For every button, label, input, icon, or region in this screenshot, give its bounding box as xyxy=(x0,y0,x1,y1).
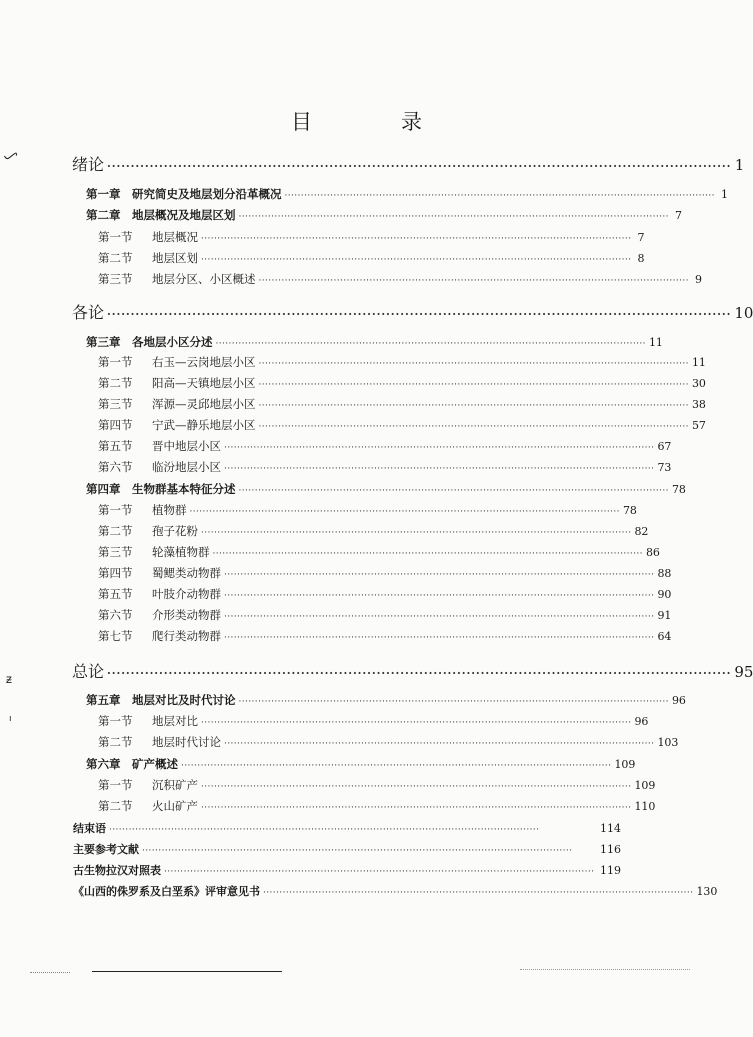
leader-dots: ···································································································································· xyxy=(258,401,689,411)
section-number: 第三节 xyxy=(98,545,133,559)
section-number: 第二节 xyxy=(98,735,133,749)
toc-section-row[interactable] xyxy=(98,396,706,416)
toc-section-row[interactable] xyxy=(98,523,649,543)
leader-dots: ···································································································································· xyxy=(201,255,632,265)
leader-dots: ···································································································································· xyxy=(258,276,689,286)
section-label: 宁武—静乐地层小区 xyxy=(152,418,256,432)
leader-dots: ···································································································································· xyxy=(107,160,732,173)
section-label: 爬行类动物群 xyxy=(152,629,221,643)
toc-section-row[interactable] xyxy=(98,502,637,522)
section-label: 介形类动物群 xyxy=(152,608,221,622)
page-number: 7 xyxy=(674,209,682,222)
chapter-label: 矿产概述 xyxy=(132,757,178,771)
page-number: 103 xyxy=(657,736,679,749)
section-label: 孢子花粉 xyxy=(152,524,198,538)
toc-section-row[interactable] xyxy=(98,777,656,797)
margin-mark-icon: ı xyxy=(9,714,12,724)
section-number: 第一节 xyxy=(98,230,133,244)
section-label: 沉积矿产 xyxy=(152,778,198,792)
toc-chapter-row[interactable] xyxy=(86,481,686,501)
part-label: 绪论 xyxy=(72,155,105,174)
page-number: 9 xyxy=(694,273,702,286)
leader-dots: ···································································································································· xyxy=(263,888,694,898)
page-number: 57 xyxy=(691,419,706,432)
leader-dots: ···································································································································· xyxy=(201,528,632,538)
page-title: 目 录 xyxy=(291,110,456,134)
section-number: 第一节 xyxy=(98,714,133,728)
part-label: 各论 xyxy=(72,303,105,322)
section-label: 蜀鳃类动物群 xyxy=(152,566,221,580)
page-number: 7 xyxy=(637,231,645,244)
page-number: 73 xyxy=(657,461,672,474)
toc-section-row[interactable] xyxy=(98,628,672,648)
page-number: 88 xyxy=(657,567,672,580)
leader-dots: ···································································································································· xyxy=(181,761,612,771)
toc-section-row[interactable] xyxy=(98,713,649,733)
chapter-label: 地层概况及地层区划 xyxy=(132,208,236,222)
toc-section-row[interactable] xyxy=(98,375,706,395)
chapter-label: 研究简史及地层划分沿革概况 xyxy=(132,187,282,201)
section-label: 地层概况 xyxy=(152,230,198,244)
page-number: 109 xyxy=(634,779,656,792)
page-number: 64 xyxy=(657,630,672,643)
section-label: 临汾地层小区 xyxy=(152,460,221,474)
leader-dots: ···································································································································· xyxy=(224,464,655,474)
page-number: 96 xyxy=(634,715,649,728)
page-number: 30 xyxy=(691,377,706,390)
leader-dots: ···································································································································· xyxy=(224,612,655,622)
chapter-label: 各地层小区分述 xyxy=(132,335,213,349)
leader-dots: ···································································································································· xyxy=(284,191,715,201)
leader-dots: ···································································································································· xyxy=(238,697,669,707)
section-label: 地层分区、小区概述 xyxy=(152,272,256,286)
toc-section-row[interactable] xyxy=(98,438,672,458)
page-number: 78 xyxy=(671,483,686,496)
footer-rule-faint xyxy=(520,969,690,970)
section-number: 第五节 xyxy=(98,439,133,453)
section-number: 第三节 xyxy=(98,272,133,286)
section-number: 第六节 xyxy=(98,608,133,622)
section-label: 轮藻植物群 xyxy=(152,545,210,559)
section-label: 植物群 xyxy=(152,503,187,517)
section-label: 火山矿产 xyxy=(152,799,198,813)
page-number: 1 xyxy=(720,188,728,201)
back-matter-label: 主要参考文献 xyxy=(73,843,139,856)
chapter-label: 地层对比及时代讨论 xyxy=(132,693,236,707)
leader-dots: ···································································································································· xyxy=(201,782,632,792)
section-number: 第二节 xyxy=(98,376,133,390)
section-label: 浑源—灵邱地层小区 xyxy=(152,397,256,411)
section-number: 第二节 xyxy=(98,251,133,265)
page-number: 114 xyxy=(600,822,621,835)
chapter-number: 第三章 xyxy=(86,335,121,349)
leader-dots: ···································································································································· xyxy=(238,212,669,222)
page-number: 67 xyxy=(657,440,672,453)
toc-section-row[interactable] xyxy=(98,271,702,291)
section-number: 第四节 xyxy=(98,418,133,432)
section-label: 地层时代讨论 xyxy=(152,735,221,749)
toc-section-row[interactable] xyxy=(98,798,656,818)
leader-dots: ···································································································································· xyxy=(258,359,689,369)
page-number: 78 xyxy=(622,504,637,517)
chapter-number: 第五章 xyxy=(86,693,121,707)
section-number: 第一节 xyxy=(98,503,133,517)
section-number: 第六节 xyxy=(98,460,133,474)
toc-part-row[interactable] xyxy=(72,659,753,685)
footer-rule xyxy=(92,971,282,972)
section-number: 第七节 xyxy=(98,629,133,643)
toc-chapter-row[interactable] xyxy=(86,692,686,712)
section-number: 第一节 xyxy=(98,355,133,369)
chapter-number: 第四章 xyxy=(86,482,121,496)
toc-back-row[interactable] xyxy=(73,820,621,840)
section-label: 右玉—云岗地层小区 xyxy=(152,355,256,369)
footer-rule-faint xyxy=(30,972,70,973)
section-number: 第三节 xyxy=(98,397,133,411)
page-number: 110 xyxy=(634,800,656,813)
page-number: 86 xyxy=(645,546,660,559)
leader-dots: ···································································································································· xyxy=(201,718,632,728)
toc-chapter-row[interactable] xyxy=(86,186,728,206)
leader-dots: ···································································································································· xyxy=(224,739,655,749)
leader-dots: ···································································································································· xyxy=(107,667,732,680)
toc-section-row[interactable] xyxy=(98,544,660,564)
page-number: 11 xyxy=(648,336,663,349)
leader-dots: ···································································································································· xyxy=(224,443,655,453)
page-number: 96 xyxy=(671,694,686,707)
section-number: 第一节 xyxy=(98,778,133,792)
toc-section-row[interactable] xyxy=(98,565,672,585)
section-number: 第二节 xyxy=(98,799,133,813)
leader-dots: ···································································································································· xyxy=(142,846,573,856)
page-number: 119 xyxy=(600,864,621,877)
leader-dots: ···································································································································· xyxy=(212,549,643,559)
page-number: 11 xyxy=(691,356,706,369)
leader-dots: ···································································································································· xyxy=(215,339,646,349)
toc-chapter-row[interactable] xyxy=(86,334,663,354)
leader-dots: ···································································································································· xyxy=(224,570,655,580)
toc-back-row[interactable] xyxy=(73,862,621,882)
back-matter-label: 古生物拉汉对照表 xyxy=(73,864,161,877)
toc-section-row[interactable] xyxy=(98,250,645,270)
section-label: 叶肢介动物群 xyxy=(152,587,221,601)
back-matter-label: 《山西的侏罗系及白垩系》评审意见书 xyxy=(73,885,260,898)
page-number: 1 xyxy=(734,156,745,174)
margin-mark-icon: ᵶ xyxy=(6,672,12,686)
page-number: 90 xyxy=(657,588,672,601)
section-number: 第四节 xyxy=(98,566,133,580)
leader-dots: ···································································································································· xyxy=(224,633,655,643)
toc-section-row[interactable] xyxy=(98,607,672,627)
page-number: 91 xyxy=(657,609,672,622)
chapter-number: 第六章 xyxy=(86,757,121,771)
toc-chapter-row[interactable] xyxy=(86,207,682,227)
page-number: 38 xyxy=(691,398,706,411)
page-number: 82 xyxy=(634,525,649,538)
part-label: 总论 xyxy=(72,662,105,681)
page-number: 109 xyxy=(614,758,636,771)
leader-dots: ···································································································································· xyxy=(201,234,632,244)
chapter-label: 生物群基本特征分述 xyxy=(132,482,236,496)
section-number: 第五节 xyxy=(98,587,133,601)
toc-section-row[interactable] xyxy=(98,417,706,437)
toc-back-row[interactable] xyxy=(73,841,621,861)
leader-dots: ···································································································································· xyxy=(107,308,732,321)
leader-dots: ···································································································································· xyxy=(164,867,595,877)
section-label: 地层区划 xyxy=(152,251,198,265)
page-number: 10 xyxy=(734,304,753,322)
section-label: 晋中地层小区 xyxy=(152,439,221,453)
section-label: 阳高—天镇地层小区 xyxy=(152,376,256,390)
back-matter-label: 结束语 xyxy=(73,822,106,835)
toc-section-row[interactable] xyxy=(98,459,672,479)
toc-back-row[interactable] xyxy=(73,883,718,903)
toc-section-row[interactable] xyxy=(98,734,679,754)
section-number: 第二节 xyxy=(98,524,133,538)
leader-dots: ···································································································································· xyxy=(238,486,669,496)
toc-section-row[interactable] xyxy=(98,354,706,374)
section-label: 地层对比 xyxy=(152,714,198,728)
leader-dots: ···································································································································· xyxy=(258,422,689,432)
chapter-number: 第二章 xyxy=(86,208,121,222)
toc-section-row[interactable] xyxy=(98,586,672,606)
leader-dots: ···································································································································· xyxy=(224,591,655,601)
margin-mark-icon: ⟆ xyxy=(2,150,20,162)
leader-dots: ···································································································································· xyxy=(201,803,632,813)
toc-section-row[interactable] xyxy=(98,229,645,249)
leader-dots: ···································································································································· xyxy=(258,380,689,390)
page-number: 95 xyxy=(734,663,753,681)
toc-chapter-row[interactable] xyxy=(86,756,636,776)
toc-part-row[interactable] xyxy=(72,300,753,326)
page-number: 130 xyxy=(696,885,718,898)
toc-part-row[interactable] xyxy=(72,152,745,178)
leader-dots: ···································································································································· xyxy=(189,507,620,517)
leader-dots: ···································································································································· xyxy=(109,825,540,835)
page-number: 116 xyxy=(600,843,621,856)
page-number: 8 xyxy=(637,252,645,265)
chapter-number: 第一章 xyxy=(86,187,121,201)
